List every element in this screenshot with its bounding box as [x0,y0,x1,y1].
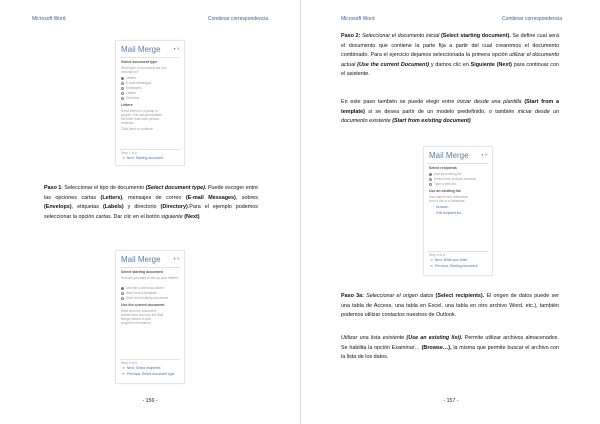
arrow-right-icon: ➜ [430,258,433,262]
next-link[interactable]: ➜ Next: Write your letter [430,258,468,262]
page-number: - 156 - [142,398,158,404]
step2-paragraph: Paso 2: Seleccionar el documento inicial (Select starting document). Se define cual será el documento que contiene la parte fija a partir del cual crearemos el documento combinado. Para el ejercicio dejamos seleccionada la primera opción utilizar el documento actual (Use the current Document) y damos clic en Siguiente (Next) para continuar con el asistente. [341,33,560,78]
option-template[interactable]: Start from a template [121,291,157,295]
option-letters[interactable]: Letters [121,76,136,80]
edit-icon: ▫ [433,211,435,215]
description-line: from a file or a database. [429,199,466,203]
section-heading: Select recipients [429,166,457,170]
step1-paragraph: Paso 1: Seleccionar el tipo de documento (Select document type). Puede escoger entre las opciones cartas (Letters), mensajes de correo (E-mail Messages), sobres (Envelops), etiquetas (Labels) y directorio (Directory).Para el ejemplo podemos seleccionar la opción cartas. Dar clic en el botón siguiente (Next) [44,185,258,220]
description-line: recipient information. [121,321,152,325]
step-indicator: Step 1 of 6 [121,151,137,155]
radio-icon [121,297,124,300]
step3b-paragraph: Utilizar una lista existente (Use an existing list). Permite utilizar archivos almacenados. Se habilita la opción Examinar… (Browse…), la misma que permite buscar el archivo con la lista de los datos. [341,335,560,361]
description-line: people. You can personalize [121,113,163,117]
radio-icon [429,183,432,186]
previous-link[interactable]: ⬅ Previous: Starting document [430,264,478,268]
step3-paragraph: Paso 3a: Seleccionar el origen datos (Select recipients). El origen de datos puede ser una tabla de Access, una tabla en Excel, una tabla en otro archivo Word, etc.), también podemos utilizar contactos nuestros de Outlook. [341,293,559,319]
option-labels[interactable]: Labels [121,91,136,95]
description-line: Start from the document [121,309,157,313]
section-heading: Use the current document [121,303,165,307]
header-left: Microsoft Word [341,16,375,22]
next-link[interactable]: ➜ Next: Select recipients [122,366,161,370]
mail-merge-pane-step2 [115,250,185,384]
divider [428,251,488,252]
option-outlook-contacts[interactable]: Select from Outlook contacts [429,177,476,181]
option-email[interactable]: E-mail messages [121,81,151,85]
option-current-document[interactable]: Use the current document [121,286,164,290]
section-heading: Use an existing list [429,189,461,193]
radio-icon [121,77,124,80]
folder-icon: ▫ [433,205,435,209]
option-new-list[interactable]: Type a new list [429,182,456,186]
pane-title: Mail Merge [121,45,161,54]
radio-icon [121,287,124,290]
step-indicator: Step 2 of 6 [121,361,137,365]
edit-recipient-list-link[interactable]: ▫ Edit recipient list... [433,211,464,215]
radio-icon [429,178,432,181]
mail-merge-pane-step3 [423,146,493,276]
pane-close-icon[interactable]: ▾ ✕ [173,256,180,261]
header-right: Combinar correspondencia [207,16,268,22]
radio-icon [429,173,432,176]
description-line: Use names and addresses [429,195,469,199]
section-heading: Letters [121,103,133,107]
divider [120,359,180,360]
pane-close-icon[interactable]: ▾ ✕ [481,152,488,157]
page-number: - 157 - [443,398,459,404]
template-paragraph: En este paso también se puede elegir entre iniciar desde una plantilla (Start from a template) si se desea partir de un modelo predefinido, o también iniciar desde un documento existente (Start from existing document) [341,99,559,125]
question-text: What type of document are you working on? [121,66,167,74]
section-heading: Select document type [121,60,158,64]
divider [120,149,180,150]
option-directory[interactable]: Directory [121,96,139,100]
description-line: Send letters to a group of [121,109,159,113]
step-indicator: Step 3 of 6 [429,253,445,257]
next-link[interactable]: ➜ Next: Starting document [122,156,164,160]
previous-link[interactable]: ⬅ Previous: Select document type [122,372,175,376]
browse-link[interactable]: ▫ Browse... [433,205,451,209]
mail-merge-pane-step1 [115,40,185,166]
arrow-left-icon: ⬅ [430,264,433,268]
description-line: the letter that each person [121,117,160,121]
radio-icon [121,97,124,100]
question-text: How do you want to set up your letters? [121,276,179,280]
description-line: receives. [121,121,135,125]
divider [120,267,180,268]
radio-icon [121,87,124,90]
description-line: Merge wizard to add [121,317,151,321]
radio-icon [121,92,124,95]
header-right: Combinar correspondencia [501,16,562,22]
section-heading: Select starting document [121,270,163,274]
option-existing-list[interactable]: Use an existing list [429,172,462,176]
pane-title: Mail Merge [429,151,469,160]
arrow-right-icon: ➜ [122,156,125,160]
option-existing-document[interactable]: Start from existing document [121,296,168,300]
divider [428,163,488,164]
header-left: Microsoft Word [32,16,66,22]
radio-icon [121,82,124,85]
pane-title: Mail Merge [121,255,161,264]
arrow-right-icon: ➜ [122,366,125,370]
pane-close-icon[interactable]: ▾ ✕ [173,46,180,51]
divider [120,57,180,58]
radio-icon [121,292,124,295]
right-page [300,0,600,424]
description-line: Click Next to continue. [121,127,154,131]
option-envelopes[interactable]: Envelopes [121,86,141,90]
description-line: shown here and use the Mail [121,313,164,317]
arrow-left-icon: ⬅ [122,372,125,376]
